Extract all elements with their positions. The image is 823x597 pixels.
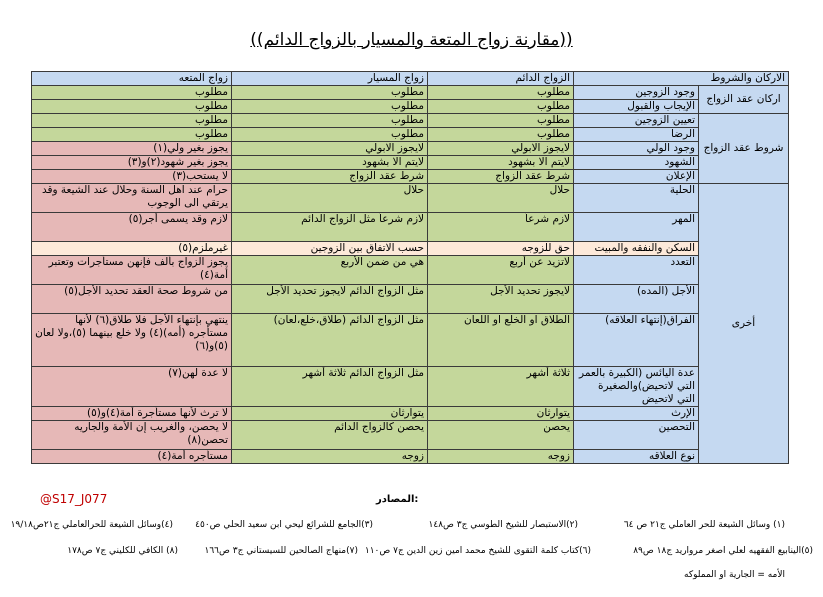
cell-mutaa: مطلوب (32, 128, 232, 142)
cell-permanent: مطلوب (428, 100, 574, 114)
group-label-shurut: شروط عقد الزواج (699, 114, 789, 184)
cell-misyar: مثل الزواج الدائم ثلاثة أشهر (232, 367, 428, 407)
cell-misyar: مثل الزواج الدائم (طلاق،خلع،لعان) (232, 314, 428, 367)
cell-permanent: لاتزيد عن أربع (428, 256, 574, 285)
table-row (32, 156, 789, 170)
cell-misyar: مطلوب (232, 100, 428, 114)
cell-permanent: شرط عقد الزواج (428, 170, 574, 184)
table-row (32, 86, 789, 100)
cell-mutaa: لا يحصن، والغريب إن الأمة والجاريه تحصن(٨) (32, 421, 232, 450)
header-misyar: زواج المسيار (232, 72, 428, 86)
cell-permanent: لايجوز الابولي (428, 142, 574, 156)
footnote-3: (٣)الجامع للشرائع ليحي ابن سعيد الحلي ص٤٥٠ (195, 520, 373, 530)
row-label: وجود الولي (574, 142, 699, 156)
cell-permanent: زوجه (428, 450, 574, 464)
footnote-2: (٢)الاستبصار للشيخ الطوسي ج٣ ص١٤٨ (428, 520, 578, 530)
cell-mutaa: غيرملزم(٥) (32, 242, 232, 256)
footnote-8: (٨) الكافي للكليني ج٧ ص١٧٨ (67, 546, 178, 556)
row-label: تعيين الزوجين (574, 114, 699, 128)
cell-mutaa: مستأجره أمة(٤) (32, 450, 232, 464)
table-row (32, 314, 789, 367)
row-label: الرضا (574, 128, 699, 142)
table-row (32, 128, 789, 142)
cell-misyar: مطلوب (232, 128, 428, 142)
footnote-5: (٥)الينابيع الفقهيه لعلي اصغر مرواريد ج١٨ ص٨٩ (633, 546, 813, 556)
table-row (32, 367, 789, 407)
cell-permanent: يتوارثان (428, 407, 574, 421)
footnote-note: الأمه = الجارية او المملوكه (684, 570, 785, 580)
cell-misyar: لايجوز الابولي (232, 142, 428, 156)
cell-mutaa: يجوز الزواج بألف فإنهن مستأجرات وتعتبر أمة(٤) (32, 256, 232, 285)
row-label: نوع العلاقه (574, 450, 699, 464)
row-label: وجود الزوجين (574, 86, 699, 100)
cell-mutaa: مطلوب (32, 100, 232, 114)
footnote-4: (٤)وسائل الشيعة للحرالعاملي ج٢١ص١٩/١٨ (10, 520, 173, 530)
cell-misyar: لايتم الا بشهود (232, 156, 428, 170)
cell-permanent: ثلاثة أشهر (428, 367, 574, 407)
row-label: التحصين (574, 421, 699, 450)
author-handle: @S17_J077 (40, 492, 108, 506)
group-label-arkan: اركان عقد الزواج (699, 86, 789, 114)
cell-misyar: حلال (232, 184, 428, 213)
cell-permanent: لايجوز تحديد الأجل (428, 285, 574, 314)
row-label: الشهود (574, 156, 699, 170)
cell-mutaa: من شروط صحة العقد تحديد الأجل(٥) (32, 285, 232, 314)
header-pillars: الاركان والشروط (574, 72, 789, 86)
group-label-other: أخرى (699, 184, 789, 464)
footnote-6: (٦)كتاب كلمة التقوى للشيخ محمد امين زين الدين ج٧ ص١١٠ (364, 546, 591, 556)
cell-misyar: شرط عقد الزواج (232, 170, 428, 184)
cell-misyar: يتوارثان (232, 407, 428, 421)
cell-misyar: يحصن كالزواج الدائم (232, 421, 428, 450)
row-label: السكن والنفقه والمبيت (574, 242, 699, 256)
table-row (32, 450, 789, 464)
table-header-row (32, 72, 789, 86)
comparison-table (31, 71, 789, 464)
cell-misyar: مطلوب (232, 86, 428, 100)
table-row (32, 256, 789, 285)
cell-mutaa: لا يستحب(٣) (32, 170, 232, 184)
row-label: الإعلان (574, 170, 699, 184)
cell-mutaa: ينتهي بإنتهاء الأجل فلا طلاق(٦) لأنها مستأجره (أمه)(٤) ولا خلع بينهما (٥)،ولا لعان (٥)و(٦) (32, 314, 232, 367)
cell-misyar: مطلوب (232, 114, 428, 128)
cell-mutaa: مطلوب (32, 114, 232, 128)
cell-mutaa: لازم وقد يسمى أجر(٥) (32, 213, 232, 242)
cell-permanent: مطلوب (428, 114, 574, 128)
header-mutaa: زواج المتعه (32, 72, 232, 86)
cell-mutaa: لا عدة لهن(٧) (32, 367, 232, 407)
cell-mutaa: لا ترث لأنها مستأجرة أمة(٤)و(٥) (32, 407, 232, 421)
row-label: الأجل (المده) (574, 285, 699, 314)
table-row (32, 114, 789, 128)
table-row (32, 170, 789, 184)
row-label: عدة اليائس (الكبيرة بالعمر التي لاتحيض)والصغيرة التي لاتحيض (574, 367, 699, 407)
cell-mutaa: حرام عند اهل السنة وحلال عند الشيعة وقد يرتقي الى الوجوب (32, 184, 232, 213)
row-label: التعدد (574, 256, 699, 285)
cell-misyar: زوجه (232, 450, 428, 464)
cell-permanent: الطلاق او الخلع او اللعان (428, 314, 574, 367)
cell-permanent: يحصن (428, 421, 574, 450)
sources-label: المصادر: (376, 494, 419, 505)
table-row (32, 100, 789, 114)
cell-misyar: مثل الزواج الدائم لايجوز تحديد الأجل (232, 285, 428, 314)
page-title: ((مقارنة زواج المتعة والمسيار بالزواج الدائم)) (250, 30, 573, 50)
row-label: الإرث (574, 407, 699, 421)
table-row (32, 184, 789, 213)
table-row (32, 285, 789, 314)
footnote-7: (٧)منهاج الصالحين للسيستاني ج٣ ص١٦٦ (204, 546, 358, 556)
header-permanent: الزواج الدائم (428, 72, 574, 86)
row-label: المهر (574, 213, 699, 242)
cell-misyar: هي من ضمن الأربع (232, 256, 428, 285)
footnote-1: (١) وسائل الشيعة للحر العاملي ج٢١ ص ٦٤ (623, 520, 785, 530)
table-row (32, 142, 789, 156)
cell-permanent: لايتم الا بشهود (428, 156, 574, 170)
table-row (32, 213, 789, 242)
cell-mutaa: مطلوب (32, 86, 232, 100)
cell-permanent: مطلوب (428, 128, 574, 142)
cell-permanent: مطلوب (428, 86, 574, 100)
cell-misyar: حسب الاتفاق بين الزوجين (232, 242, 428, 256)
table-row (32, 407, 789, 421)
table-row (32, 421, 789, 450)
row-label: الفراق(إنتهاء العلاقه) (574, 314, 699, 367)
cell-misyar: لازم شرعاً مثل الزواج الدائم (232, 213, 428, 242)
table-row (32, 242, 789, 256)
row-label: الحلية (574, 184, 699, 213)
cell-permanent: لازم شرعاً (428, 213, 574, 242)
row-label: الإيجاب والقبول (574, 100, 699, 114)
cell-permanent: حق للزوجه (428, 242, 574, 256)
cell-mutaa: يجوز بغير ولي(١) (32, 142, 232, 156)
cell-permanent: حلال (428, 184, 574, 213)
cell-mutaa: يجوز بغير شهود(٢)و(٣) (32, 156, 232, 170)
